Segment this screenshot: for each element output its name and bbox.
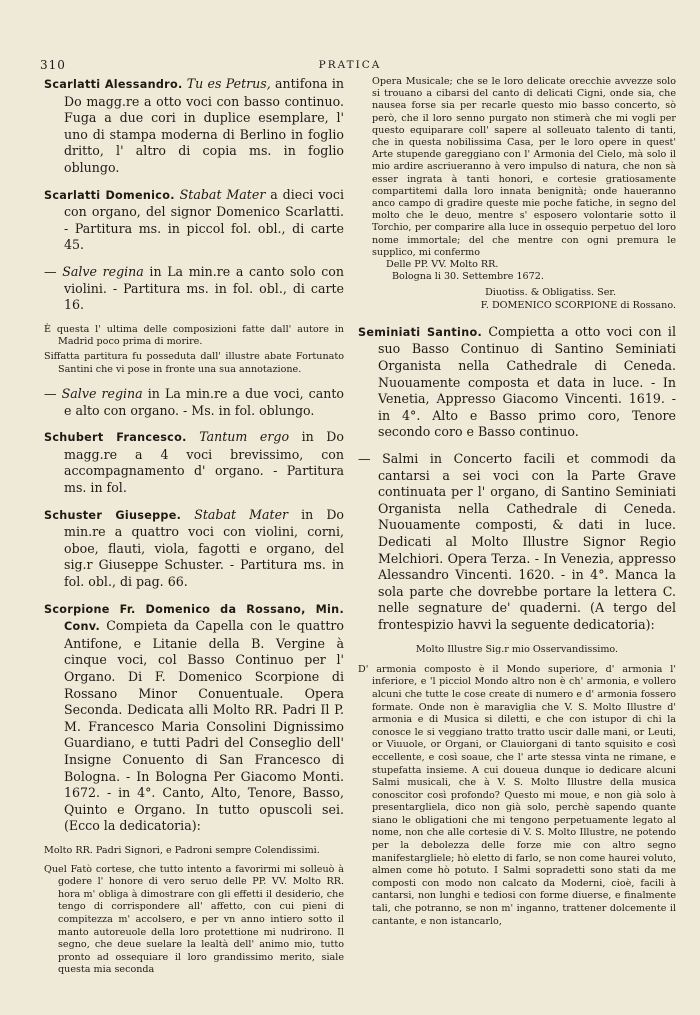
dedication-salutation-2: Molto Illustre Sig.r mio Osservandissimo. bbox=[415, 643, 619, 655]
catalog-entry-schuster bbox=[44, 507, 344, 591]
catalog-entry-seminiati-salmi bbox=[358, 451, 676, 634]
catalog-entry-scarlatti-alessandro bbox=[44, 76, 344, 177]
left-column bbox=[44, 76, 344, 979]
ditto-dash: — bbox=[44, 386, 57, 402]
work-title: Salve regina bbox=[61, 386, 143, 402]
entry-description: in La min.re a due voci, canto e alto con organo. - Ms. in fol. oblungo. bbox=[64, 386, 344, 418]
dedication-body: Quel Fatò cortese, che tutto intento a favorirmi mi solleuò à godere l' honore di vero seruo delle PP. VV. Molto RR. hora m' obliga à dimostrare con gli effetti il desiderio, che tengo di corrispondere all' affetto, con cui pieni di compitezza m' accolsero, e per vn anno intiero sotto il manto autoreuole della loro protettione mi nudrirono. Il segno, che deue suelare la lealtà dell' animo mio, tutto pronto ad ossequiare il loro grandissimo merito, siale questa mia seconda bbox=[44, 863, 344, 976]
dedication-date: Bologna li 30. Settembre 1672. bbox=[392, 271, 544, 283]
ditto-dash: — bbox=[44, 263, 57, 279]
entry-description: antifona in Do magg.re a otto voci con basso continuo. Fuga a due cori in duplice esemplare, l' uno di stampa moderna di Berlino in foglio dritto, l' altro di copia ms. in foglio oblungo. bbox=[64, 76, 344, 175]
work-title: Salve regina bbox=[62, 263, 144, 279]
entry-description: in Do magg.re a 4 voci brevissimo, con accompagnamento d' organo. - Partitura ms. in fol. bbox=[64, 429, 344, 496]
dedication-closing: Delle PP. VV. Molto RR. bbox=[386, 259, 499, 271]
entry-description: Salmi in Concerto facili et commodi da cantarsi a sei voci con la Parte Grave continuata per l' organo, di Santino Seminiati Organista nella Cathedrale di Ceneda. Nuouamente composti, & dati in luce. Dedicati al Molto Illustre Signor Regio Melchiori. Opera Terza. - In Venezia, appresso Alessandro Vincenti. 1620. - in 4°. Manca la sola parte che dovrebbe portare la lettera C. nelle segnature de' quaderni. (A tergo del frontespizio havvi la seguente dedicatoria): bbox=[378, 451, 676, 632]
composer-name: Scorpione Fr. Domenico da Rossano, Min. Conv. bbox=[44, 602, 344, 634]
dedication-signoff: Diuotiss. & Obligatiss. Ser. bbox=[485, 287, 616, 299]
ditto-dash: — bbox=[358, 451, 371, 467]
catalog-entry-schubert bbox=[44, 429, 344, 496]
running-title: PRATICA bbox=[318, 59, 382, 71]
entry-description: Compietta a otto voci con il suo Basso Continuo di Santino Seminiati Organista nella Cathedrale di Ceneda. Nuouamente composta et data in luce. - In Venetia, Appresso Giacomo Vincenti. 1619. - in 4°. Alto e Basso primo coro, Tenore secondo coro e Basso continuo. bbox=[378, 323, 676, 440]
work-title: Stabat Mater bbox=[194, 506, 289, 522]
dedication-continuation: Opera Musicale; che se le loro delicate orecchie avvezze solo si trouano a cibarsi del canto di delicati Cigni, onde sia, che nausea forse sia per recarle questo mio basso concerto, sò però, che il loro senno purgato non stimerà che mi vogli per questo equiparare coll' sapere al solleuato talento di tanti, che in questa nobilissima Casa, per le loro opere in quest' Arte stupende gareggiano con l' Armonia del Cielo, mà solo il mio ardire ascriueranno à vero impulso di natura, che non sà esser ingrata à tanti honori, e cortesie gratiosamente compartitemi dalla loro innata benignità; onde haueranno anco campo di gradire queste mie poche fatiche, in segno del molto che le deuo, mentre s' esposero volontarie sotto il Torchio, per comparire alla luce in ossequio perpetuo del loro nome immortale; del che mentre con ogni premura le supplico, mi confermo bbox=[372, 76, 676, 258]
catalog-entry-seminiati-compieta bbox=[358, 324, 676, 441]
footnote-1: È questa l' ultima delle composizioni fatte dall' autore in Madrid poco prima di morire. bbox=[44, 323, 344, 348]
dedication-body-2: D' armonia composto è il Mondo superiore, d' armonia l' inferiore, e 'l picciol Mondo altro non è ch' armonia, e vollero alcuni che tutte le cose create di numero e d' armonia fossero formate. Onde non è maraviglia che V. S. Molto Illustre d' armonia e di Musica si diletti, e che con istupor di chi la conosce le si veggiano tratto tratto uscir dalle mani, or Leuti, or Viuuole, or Organi, or Clauiorgani di tanto squisito e così eccellente, e così soaue, che l' arte stessa vinta ne rimane, e stupefatta insieme. A cui doueua dunque io dedicare alcuni Salmi musicali, che à V. S. Molto Illustre della musica conoscitor così profondo? Questo mi moue, e non già solo à presentargliela, dico non già solo, perchè sapendo quante siano le obligationi che mi tengono perpetuamente legato al nome, non che alle cortesie di V. S. Molto Illustre, ne potendo per la debolezza delle forze mie con altro segno manifestargliele; hò eletto di farlo, se non come haurei voluto, almen come hò potuto. I Salmi sopradetti sono stati da me composti con modo non calcato da Moderni, cioè, facili à cantarsi, non lunghi e tediosi con forme diuerse, e finalmente tali, che potranno, se non m' inganno, trattener dolcemente il cantante, e non istancarlo, bbox=[358, 663, 676, 927]
footnote-2: Siffatta partitura fu posseduta dall' illustre abate Fortunato Santini che vi pose in fronte una sua annotazione. bbox=[44, 350, 344, 375]
dedication-signature: F. DOMENICO SCORPIONE di Rossano. bbox=[480, 299, 676, 311]
composer-name: Schubert Francesco. bbox=[44, 431, 187, 445]
catalog-entry-salve-regina-2 bbox=[44, 386, 344, 419]
dedication-salutation: Molto RR. Padri Signori, e Padroni sempre Colendissimi. bbox=[44, 844, 320, 856]
catalog-entry-scarlatti-domenico bbox=[44, 187, 344, 254]
composer-name: Scarlatti Domenico. bbox=[44, 188, 175, 202]
running-header bbox=[40, 58, 660, 76]
composer-name: Schuster Giuseppe. bbox=[44, 508, 182, 522]
page-number: 310 bbox=[40, 58, 66, 72]
work-title: Tantum ergo bbox=[199, 429, 290, 445]
catalog-entry-salve-regina-1 bbox=[44, 264, 344, 314]
composer-name: Seminiati Santino. bbox=[358, 325, 482, 339]
entry-description: in Do min.re a quattro voci con violini, corni, oboe, flauti, viola, fagotti e organo, del sig.r Giuseppe Schuster. - Partitura ms. in fol. obl., di pag. 66. bbox=[64, 506, 344, 590]
right-column bbox=[358, 76, 676, 930]
work-title: Stabat Mater bbox=[179, 186, 266, 202]
entry-description: a dieci voci con organo, del signor Domenico Scarlatti. - Partitura ms. in piccol fol. obl., di carte 45. bbox=[64, 186, 344, 253]
composer-name: Scarlatti Alessandro. bbox=[44, 78, 183, 91]
work-title: Tu es Petrus, bbox=[186, 76, 271, 91]
catalog-entry-scorpione bbox=[44, 601, 344, 835]
entry-description: Compieta da Capella con le quattro Antifone, e Litanie della B. Vergine à cinque voci, col Basso Continuo per l' Organo. Di F. Domenico Scorpione di Rossano Minor Conuentuale. Opera Seconda. Dedicata alli Molto RR. Padri Il P. M. Francesco Maria Consolini Dignissimo Guardiano, e tutti Padri del Conseglio dell' Insigne Conuento di San Francesco di Bologna. - In Bologna Per Giacomo Monti. 1672. - in 4°. Canto, Alto, Tenore, Basso, Quinto e Organo. In tutto opuscoli sei. (Ecco la dedicatoria): bbox=[64, 618, 344, 834]
entry-description: in La min.re a canto solo con violini. - Partitura ms. in fol. obl., di carte 16. bbox=[64, 263, 344, 313]
